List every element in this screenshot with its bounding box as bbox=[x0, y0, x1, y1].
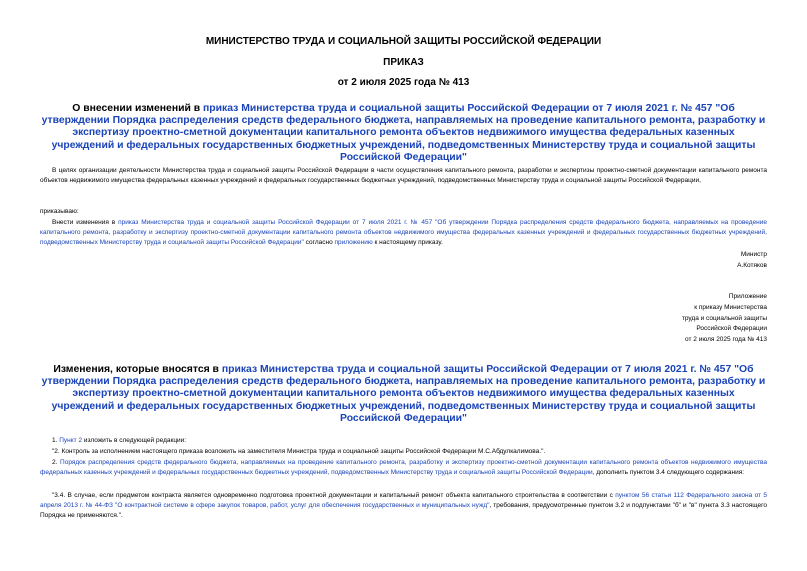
procedure-link[interactable]: Порядок распределения средств федерального бюджета, направляемых на проведение капитального ремонта, разработку и экспертизу проектно-сметной документации капитального ремонта объектов недвижимого имущества федеральных казенных учреждений и федеральных государственных бюджетных учреждений, подведомственных Министерству труда и социальной защиты Российской Федерации bbox=[40, 459, 767, 476]
appendix-line: Приложение bbox=[728, 293, 767, 300]
amend-paragraph bbox=[40, 218, 767, 247]
order-title bbox=[40, 103, 767, 164]
ministry-heading: МИНИСТЕРСТВО ТРУДА И СОЦИАЛЬНОЙ ЗАЩИТЫ РОССИЙСКОЙ ФЕДЕРАЦИИ bbox=[205, 36, 602, 47]
order-word: приказываю: bbox=[40, 208, 79, 215]
appendix-line: Российской Федерации bbox=[696, 325, 767, 333]
amend-prefix: Внести изменения в bbox=[52, 219, 119, 226]
order-title-prefix: О внесении изменений в bbox=[72, 103, 204, 114]
change-1-rest: изложить в следующей редакции: bbox=[82, 437, 187, 444]
changes-title-link[interactable]: приказ Министерства труда и социальной защиты Российской Федерации от 7 июля 2021 г. № 457 "Об утверждении Порядка распределения средств федерального бюджета, направляемых на проведение капитального ремонта, разработку и экспертизу проектно-сметной документации капитального ремонта объектов недвижимого имущества федеральных казенных учреждений и федеральных государственных бюджетных учреждений, подведомственных Министерству труда и социальной защиты Российской Федерации" bbox=[41, 364, 766, 424]
amend-end: к настоящему приказу. bbox=[372, 238, 443, 246]
change-2-text-a: "3.4. В случае, если предметом контракта является одновременно подготовка проектной документации и капитальный ремонт объекта капитального строительства в соответствии с bbox=[52, 492, 616, 499]
appendix-link[interactable]: приложению bbox=[334, 238, 373, 246]
appendix-line: труда и социальной защиты bbox=[681, 314, 767, 322]
federal-law-link[interactable]: пунктом 56 статьи 112 Федерального закона от 5 апреля 2013 г. № 44-ФЗ "О контрактной системе в сфере закупок товаров, работ, услуг для обеспечения государственных и муниципальных нужд" bbox=[40, 492, 768, 509]
changes-title bbox=[40, 364, 767, 425]
signature-block bbox=[737, 250, 767, 271]
change-item-1 bbox=[40, 436, 767, 446]
point-2-link[interactable]: Пункт 2 bbox=[59, 437, 83, 444]
intro-paragraph: В целях организации деятельности Министерства труда и социальной защиты Российской Федерации в части осуществления капитального ремонта, разработки и экспертизы проектно-сметной документации капитального ремонта объектов недвижимого имущества федеральных казенных учреждений и федеральных государственных бюджетных учреждений, подведомственных Министерству труда и социальной защиты Российской Федерации, bbox=[40, 167, 767, 184]
signatory-position: Министр bbox=[740, 251, 767, 258]
changes-title-prefix: Изменения, которые вносятся в bbox=[53, 364, 222, 375]
order-title-link[interactable]: приказ Министерства труда и социальной защиты Российской Федерации от 7 июля 2021 г. № 457 "Об утверждении Порядка распределения средств федерального бюджета, направляемых на проведение капитального ремонта, разработку и экспертизу проектно-сметной документации капитального ремонта объектов недвижимого имущества федеральных казенных учреждений и федеральных государственных бюджетных учреждений, подведомственных Министерству труда и социальной защиты Российской Федерации" bbox=[41, 103, 766, 163]
amend-order-link[interactable]: приказ Министерства труда и социальной защиты Российской Федерации от 7 июля 2021 г. № 457 "Об утверждении Порядка распределения средств федерального бюджета, направляемых на проведение капитального ремонта, разработку и экспертизу проектно-сметной документации капитального ремонта объектов недвижимого имущества федеральных казенных учреждений и федеральных государственных бюджетных учреждений, подведомственных Министерству труда и социальной защиты Российской Федерации" bbox=[40, 219, 767, 246]
signatory-name: А.Котяков bbox=[737, 261, 767, 269]
change-2-text-b: , требования, предусмотренные пунктом 3.2 и подпунктами "б" и "в" пункта 3.3 настоящего Порядка не применяются.". bbox=[40, 501, 767, 519]
appendix-line: от 2 июля 2025 года № 413 bbox=[685, 336, 767, 344]
appendix-block bbox=[682, 292, 767, 346]
change-2-rest: , дополнить пунктом 3.4 следующего содержания: bbox=[592, 468, 745, 476]
doc-type-heading: ПРИКАЗ bbox=[383, 57, 424, 68]
appendix-line: к приказу Министерства bbox=[694, 303, 767, 311]
change-1-number: 1. bbox=[52, 437, 60, 444]
change-item-1-text: "2. Контроль за исполнением настоящего приказа возложить на заместителя Министра труда и социальной защиты Российской Федерации М.С.Абдулкалимова.". bbox=[52, 448, 546, 455]
change-2-number: 2. bbox=[52, 459, 61, 466]
order-date-number: от 2 июля 2025 года № 413 bbox=[337, 77, 470, 88]
change-item-2 bbox=[40, 458, 767, 478]
amend-suffix: согласно bbox=[303, 238, 335, 246]
change-item-2-text bbox=[40, 491, 767, 520]
